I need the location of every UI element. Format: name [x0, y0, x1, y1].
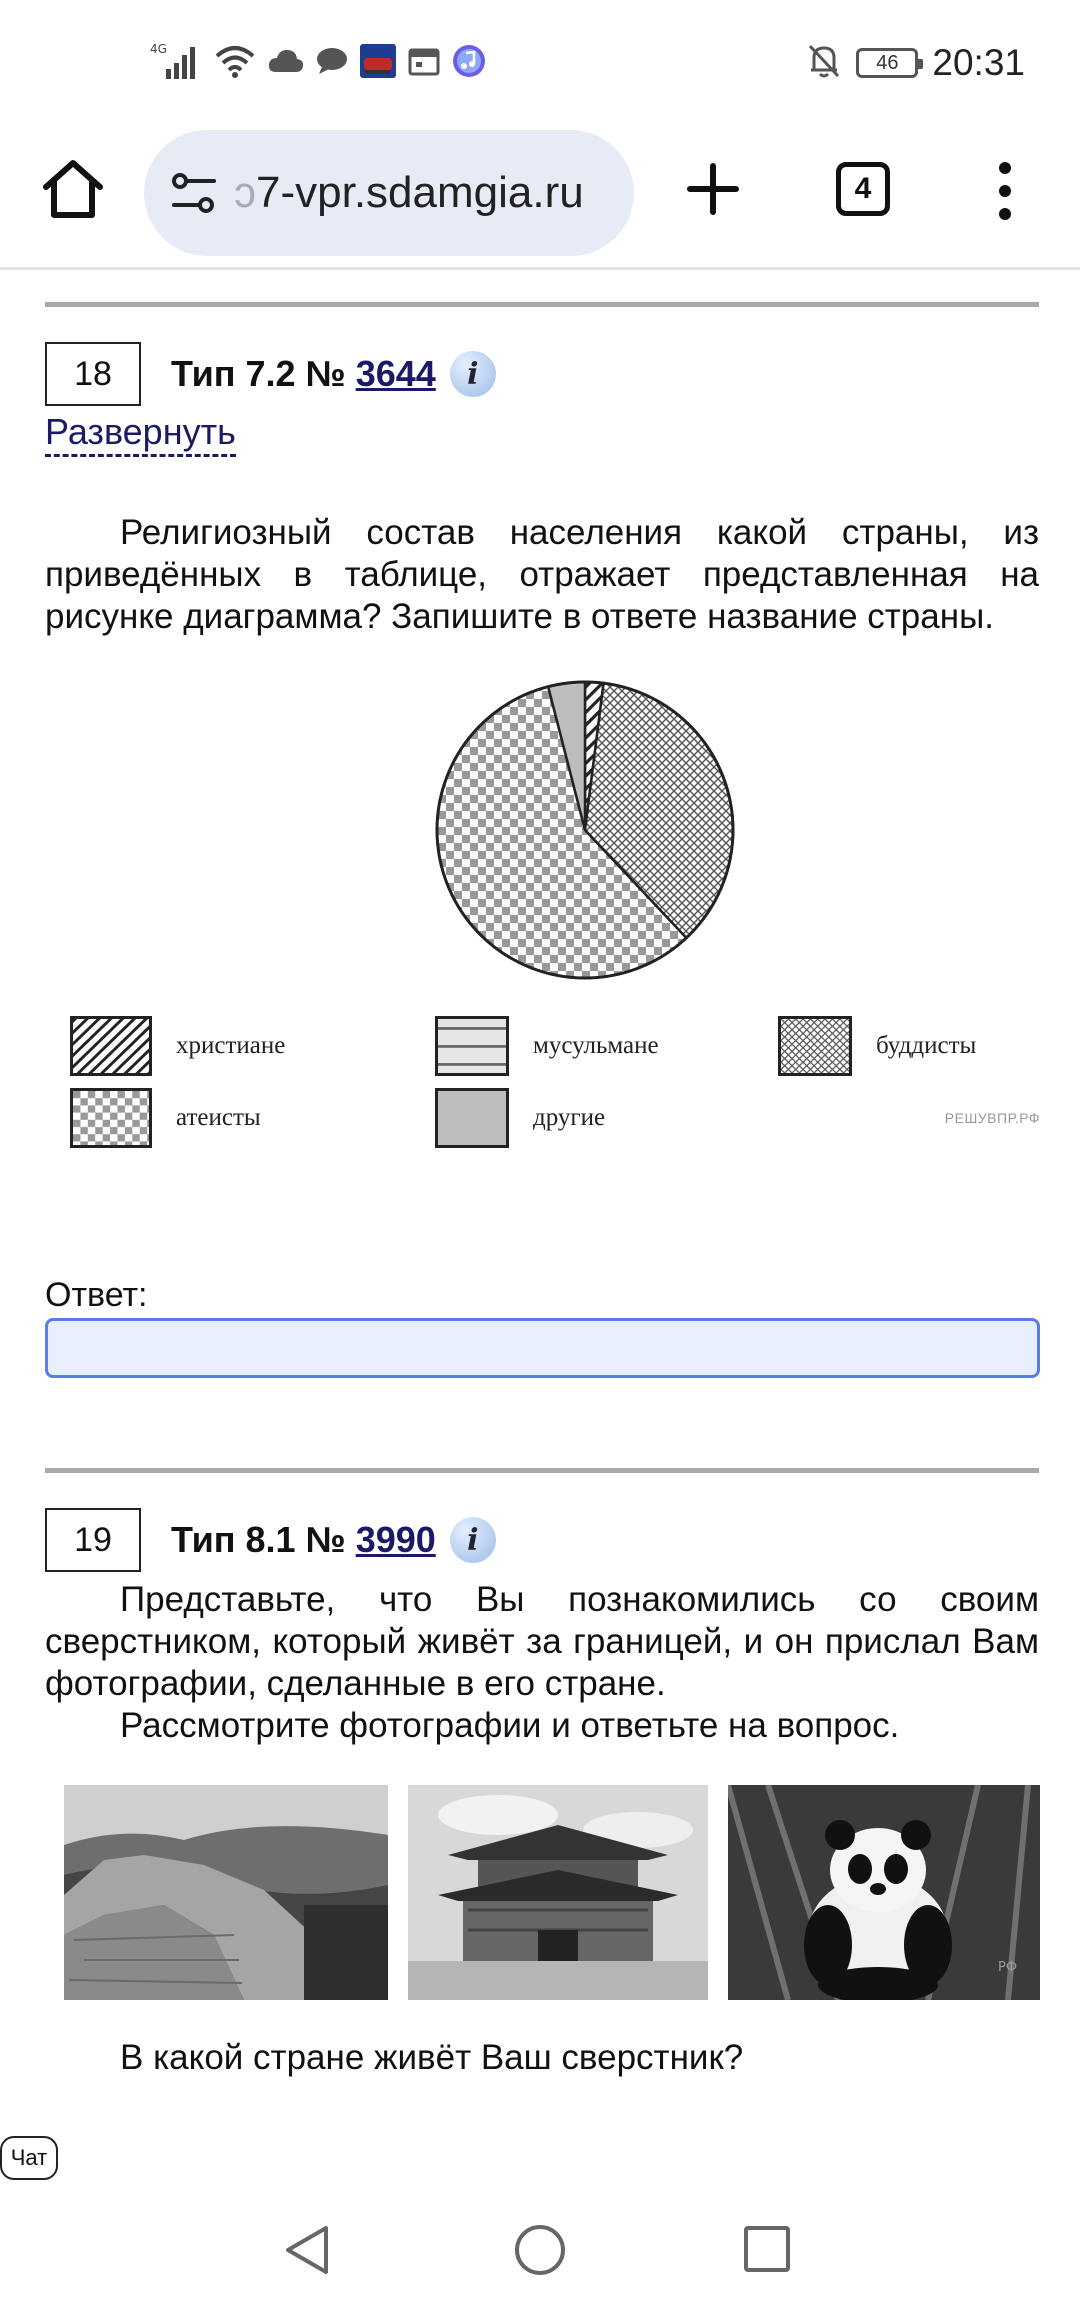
legend-christians — [70, 1015, 285, 1077]
nav-home-button[interactable] — [512, 2222, 568, 2278]
diagonal-hatch-swatch — [70, 1016, 152, 1076]
pie-chart — [430, 675, 740, 985]
chat-bubble-icon — [316, 47, 348, 80]
url-text[interactable] — [234, 168, 584, 218]
battery-level: 46 — [876, 51, 899, 74]
legend-atheists — [70, 1087, 261, 1149]
legend-muslims — [435, 1015, 659, 1077]
site-settings-icon[interactable] — [166, 165, 222, 221]
solid-gray-swatch — [435, 1088, 509, 1148]
answer-label: Ответ: — [45, 1276, 148, 1314]
system-nav-bar — [0, 2200, 1080, 2310]
home-circle-icon — [512, 2222, 568, 2278]
signal-icon — [150, 41, 202, 86]
status-icons-right — [806, 38, 1025, 88]
calendar-icon — [408, 46, 440, 81]
task-divider — [45, 302, 1039, 307]
answer-input[interactable] — [45, 1318, 1040, 1378]
task19-question: В какой стране живёт Ваш сверстник? — [120, 2038, 744, 2077]
cloud-icon — [268, 48, 304, 79]
clock: 20:31 — [932, 42, 1025, 83]
task19-header — [45, 1508, 496, 1572]
legend-label: другие — [533, 1104, 606, 1131]
tab-count: 4 — [854, 172, 872, 205]
chart-legend — [70, 1015, 1040, 1155]
recent-apps-icon — [742, 2224, 792, 2274]
panda-photo — [728, 1785, 1040, 2000]
task-id-link[interactable]: 3990 — [355, 1519, 436, 1560]
url-domain: 7-vpr.sdamgia.ru — [256, 168, 584, 217]
horizontal-lines-swatch — [435, 1016, 509, 1076]
task18-header — [45, 342, 496, 406]
tabs-button[interactable] — [836, 162, 890, 216]
more-vert-icon — [990, 156, 1020, 226]
legend-buddhists — [778, 1015, 976, 1077]
task-divider — [45, 1468, 1039, 1473]
app-thumbnail-icon — [360, 44, 396, 83]
task19-text1: Представьте, что Вы познакомились со своим сверстником, который живёт за границей, и он прислал Вам фотографии, сделанные в его стране. — [45, 1580, 1039, 1703]
legend-label: буддисты — [876, 1032, 977, 1059]
expand-link[interactable]: Развернуть — [45, 410, 236, 457]
recent-apps-button[interactable] — [742, 2224, 792, 2274]
network-type: 4G — [150, 41, 167, 56]
task-type: Тип 8.1 № — [171, 1519, 346, 1560]
task19-text-2 — [45, 1705, 1039, 1747]
great-wall-photo — [64, 1785, 388, 2000]
task-number: 19 — [45, 1508, 141, 1572]
task18-question-text: Религиозный состав населения какой страны, из приведённых в таблице, отражает представленная на рисунке диаграмма? Запишите в ответе название страны. — [45, 513, 1039, 636]
battery-icon — [856, 48, 918, 78]
task-number: 18 — [45, 342, 141, 406]
task19-text2: Рассмотрите фотографии и ответьте на вопрос. — [120, 1706, 900, 1745]
status-icons-left — [150, 40, 486, 86]
checker-swatch — [70, 1088, 152, 1148]
browser-toolbar — [0, 120, 1080, 270]
task-type: Тип 7.2 № — [171, 353, 346, 394]
music-icon — [452, 44, 486, 83]
more-menu-button[interactable] — [990, 156, 1020, 226]
home-button[interactable] — [38, 155, 108, 225]
photo-strip — [64, 1785, 1040, 2000]
url-fragment: ɔ — [234, 168, 256, 217]
info-icon[interactable]: i — [450, 351, 496, 397]
legend-others — [435, 1087, 605, 1149]
new-tab-button[interactable] — [680, 156, 746, 222]
address-bar[interactable] — [144, 130, 634, 256]
watermark: РЕШУВПР.РФ — [944, 1110, 1040, 1126]
task18-question — [45, 512, 1039, 638]
chat-button[interactable]: Чат — [0, 2136, 58, 2180]
photo-watermark: РФ — [998, 1960, 1018, 1975]
back-button[interactable] — [280, 2222, 336, 2278]
legend-label: христиане — [176, 1032, 286, 1059]
back-icon — [280, 2222, 336, 2278]
legend-label: мусульмане — [533, 1032, 659, 1059]
home-icon — [38, 155, 108, 225]
cross-hatch-swatch — [778, 1016, 852, 1076]
status-bar — [0, 0, 1080, 120]
plus-icon — [680, 156, 746, 222]
bell-off-icon — [806, 42, 842, 85]
legend-label: атеисты — [176, 1104, 261, 1131]
task-id-link[interactable]: 3644 — [355, 353, 436, 394]
wifi-icon — [214, 42, 256, 85]
chinese-temple-photo — [408, 1785, 708, 2000]
task19-text — [45, 1579, 1039, 1705]
info-icon[interactable]: i — [450, 1517, 496, 1563]
